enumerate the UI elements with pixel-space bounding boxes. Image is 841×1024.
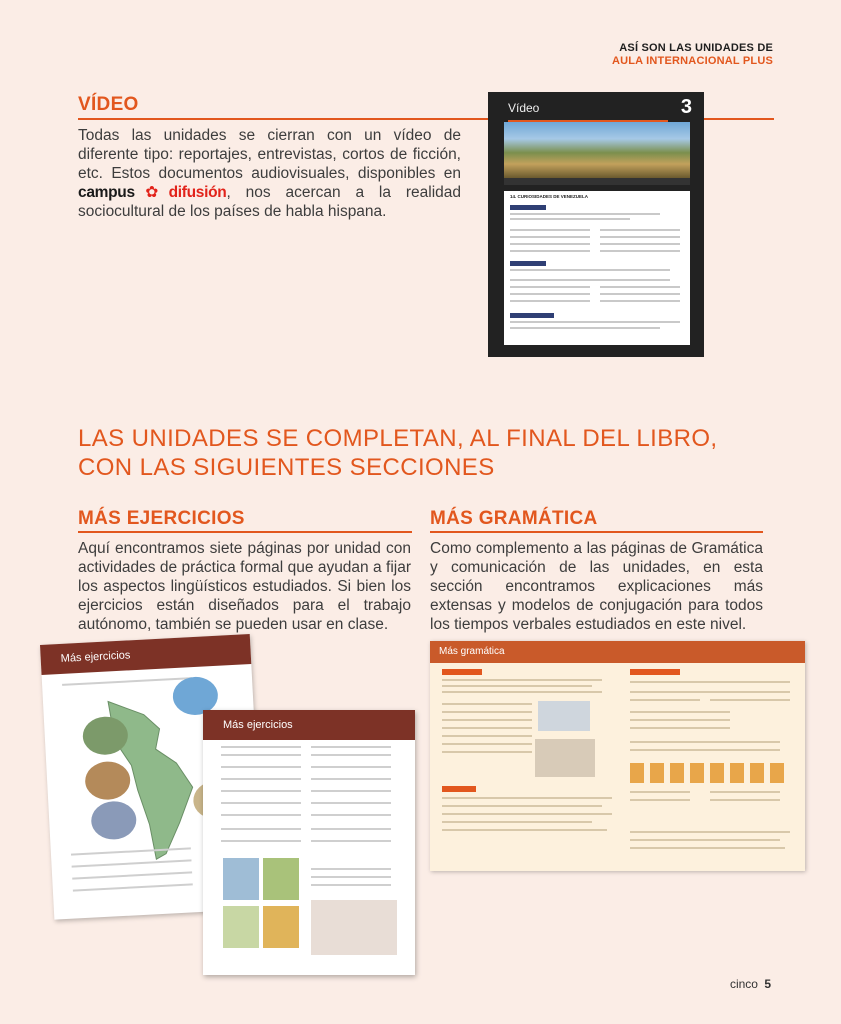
gramatica-thumb-label: Más gramática [439, 646, 505, 657]
running-header [612, 42, 773, 68]
ejercicios-page-thumbnail-2 [203, 710, 415, 975]
ejercicios-title: MÁS EJERCICIOS [78, 508, 245, 529]
gramatica-rule [430, 531, 763, 533]
house-illustration [538, 701, 590, 731]
video-worksheet [504, 191, 690, 345]
video-section-text [78, 126, 461, 221]
gramatica-text: Como complemento a las páginas de Gramática y comunicación de las unidades, en esta sección encontramos explicaciones más extensas y modelos de conjugación para todos los tiempos verbales estudiados en este nivel. [430, 540, 763, 633]
landscape-photo [504, 122, 690, 178]
ejercicios-rule [78, 531, 412, 533]
header-line-2: AULA INTERNACIONAL PLUS [611, 55, 773, 67]
sections-heading: LAS UNIDADES SE COMPLETAN, AL FINAL DEL LIBRO, CON LAS SIGUIENTES SECCIONES [78, 425, 718, 481]
video-controls [504, 178, 690, 185]
ejercicios-thumb-label-2: Más ejercicios [223, 719, 293, 731]
gramatica-spread-thumbnail [430, 641, 805, 871]
food-illustrations [630, 763, 790, 783]
video-thumb-number: 3 [680, 96, 692, 118]
video-text-part1: Todas las unidades se cierran con un vídeo de diferente tipo: reportajes, entrevistas, cortos de ficción, etc. Estos documentos audiovisuales, disponibles en [78, 127, 461, 182]
video-page-thumbnail [488, 92, 704, 357]
ejercicios-thumb-label-1: Más ejercicios [60, 649, 131, 665]
gramatica-title: MÁS GRAMÁTICA [430, 508, 598, 529]
ejercicios-text: Aquí encontramos siete páginas por unidad con actividades de práctica formal que ayudan a fijar los aspectos lingüísticos estudiados. Si bien los ejercicios están diseñados para el trabajo autónomo, también se pueden usar en clase. [78, 540, 411, 633]
video-thumb-label: Vídeo [508, 101, 540, 115]
people-illustration [535, 739, 595, 777]
video-thumb-heading: 14. CURIOSIDADES DE VENEZUELA [510, 194, 589, 199]
logo-icon: ✿ [134, 184, 169, 201]
page-number: cinco 5 [729, 977, 771, 991]
campus-difusion-logo: campus✿difusión [78, 184, 227, 201]
video-text-part2: , nos acercan a la realidad sociocultural de los países de habla hispana. [78, 184, 462, 220]
header-line-1: ASÍ SON LAS UNIDADES DE [619, 42, 773, 54]
video-section-title: VÍDEO [78, 94, 139, 115]
